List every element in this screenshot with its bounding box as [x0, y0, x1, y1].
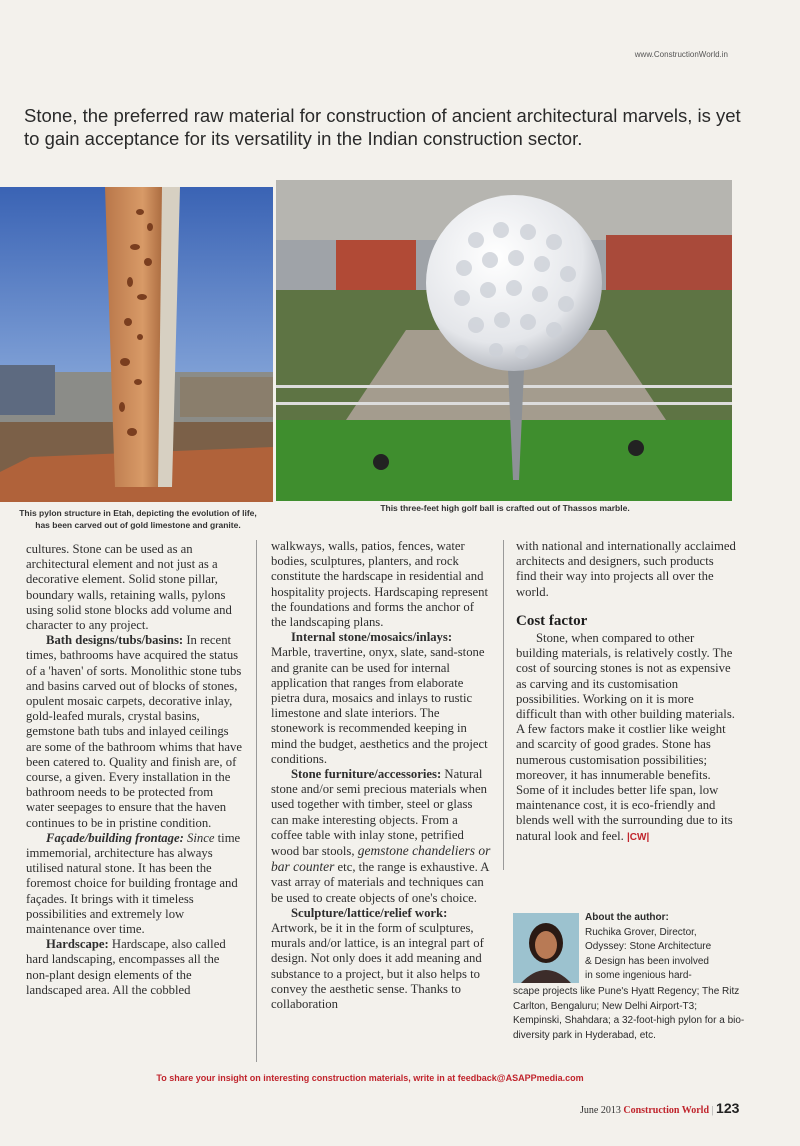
golf-ball-illustration: [276, 180, 732, 501]
internal-text: Marble, travertine, onyx, slate, sand-stone and granite can be used for internal application that ranges from elaborate pietra dura, mosaics and inlays to rustic limestone and slate interiors. The stonework is recommended keeping in mind the budget, aesthetics and the project conditions.: [271, 645, 488, 766]
column-3: [516, 539, 736, 845]
site-url: www.ConstructionWorld.in: [634, 50, 728, 59]
column-2: [271, 539, 491, 1012]
about-author: [585, 911, 745, 984]
furniture-end: etc, the range is exhaustive. A vast array of materials and techniques can be used to create objects of one's choice.: [271, 860, 489, 905]
hardscape-text: Hardscape, also called hard landscaping, encompasses all the non-plant design elements of the landscaped area. All the cobbled: [26, 937, 226, 997]
bath-subhead: Bath designs/tubs/basins:: [46, 633, 184, 648]
golf-ball-photo: [276, 180, 732, 501]
author-portrait: [513, 913, 579, 983]
sculpture-subhead: Sculpture/lattice/relief work:: [291, 905, 448, 920]
author-bio-continued: scape projects like Pune's Hyatt Regency; The Ritz Carlton, Bengaluru; New Delhi Airport-T3; Kempinski, Shahdara; a 32-foot-high pylon for a bio-diversity park in Hyderabad, etc.: [513, 986, 745, 1041]
feedback-note: To share your insight on interesting construction materials, write in at feedback@ASAPPmedia.com: [156, 1073, 584, 1083]
pylon-photo: [0, 187, 273, 502]
internal-subhead: Internal stone/mosaics/inlays:: [291, 630, 453, 645]
facade-text: time immemorial, architecture has always utilised natural stone. It has been the foremost choice for building frontage and façades. It brings with it timeless possibilities and extremely low maintenance over time.: [26, 830, 241, 937]
magazine-name: Construction World: [623, 1105, 710, 1116]
column-rule-1: [256, 540, 257, 1062]
furniture-subhead: Stone furniture/accessories:: [291, 767, 442, 782]
issue-date: June 2013: [580, 1105, 621, 1116]
pylon-illustration: [0, 187, 273, 502]
col2-intro: walkways, walls, patios, fences, water bodies, sculptures, planters, and rock constitute the hardscape in residential and hospitality projects. Hardscaping represent the foundations and forms the anchor of the landscaping plans.: [271, 539, 489, 630]
golf-ball-caption: This three-feet high golf ball is crafted out of Thassos marble.: [380, 503, 630, 513]
column-rule-2: [503, 540, 504, 870]
sculpture-text: Artwork, be it in the form of sculptures, murals and/or lattice, is an integral part of design. Not only does it add meaning and substance to a project, but it also helps to convey the aesthetic sense. Thanks to collaboration: [271, 921, 484, 1012]
about-author-heading: About the author:: [585, 912, 669, 923]
facade-lead: Since: [186, 830, 215, 845]
pylon-caption-line1: This pylon structure in Etah, depicting the evolution of life,: [19, 508, 257, 518]
folio: June 2013 Construction World | 123: [580, 1100, 740, 1116]
author-line3: & Design has been involved: [585, 955, 709, 967]
furniture-text: Natural stone and/or semi precious materials when used together with timber, steel or glass can make interesting objects. From a coffee table with inlay stone, petrified wood bar stools,: [271, 767, 487, 859]
end-mark: |CW|: [626, 831, 650, 843]
bath-text: In recent times, bathrooms have acquired the status of a 'haven' of sorts. Monolithic stone tubs and basins carved out of blocks of stones, opulent mosaic carpets, decorative inlay, gold-leafed murals, crystal basins, gemstone bath tubs and inlayed ceilings are some of the bathroom whims that have been catered to. Quality and finish are, of course, a given. Every installation in the bathroom needs to be protected from water seepages to ensure that the haven continues to be in pristine condition.: [26, 633, 242, 830]
facade-subhead: Façade/building frontage:: [46, 830, 184, 845]
column-1: [26, 542, 244, 998]
col3-intro: with national and internationally acclaimed architects and designers, such products find their way into projects all over the world.: [516, 539, 736, 599]
deck-text: Stone, the preferred raw material for construction of ancient architectural marvels, is yet to gain acceptance for its versatility in the Indian construction sector.: [24, 105, 741, 149]
author-line2: Odyssey: Stone Architecture: [585, 941, 712, 952]
pylon-caption: [0, 507, 276, 531]
author-line1: Ruchika Grover, Director,: [585, 926, 697, 938]
pylon-caption-line2: has been carved out of gold limestone and granite.: [35, 520, 241, 530]
author-line4: in some ingenious hard-: [585, 970, 692, 981]
author-photo: [513, 913, 579, 983]
cost-factor-text: Stone, when compared to other building materials, is relatively costly. The cost of sourcing stones is not as expensive as carving and its customisation possibilities. Working on it is more difficult than with other building materials. A few factors make it costlier like weight and scarcity of good grades. Stone has numerous customisation possibilities; moreover, it has innumerable benefits. Some of it includes better life span, low maintenance cost, it is eco-friendly and blends well with the surrounding due to its natural look and feel.: [516, 631, 735, 843]
cost-factor-heading: Cost factor: [516, 612, 588, 629]
page-number: 123: [716, 1100, 740, 1116]
furniture-italic: gemstone chandeliers or bar counter: [271, 843, 491, 875]
col1-intro: cultures. Stone can be used as an architectural element and not just as a decorative element. Solid stone pillar, boundary walls, retaining walls, pylons using solid stone blocks add volume and character to any project.: [26, 542, 232, 633]
hardscape-subhead: Hardscape:: [46, 937, 109, 952]
